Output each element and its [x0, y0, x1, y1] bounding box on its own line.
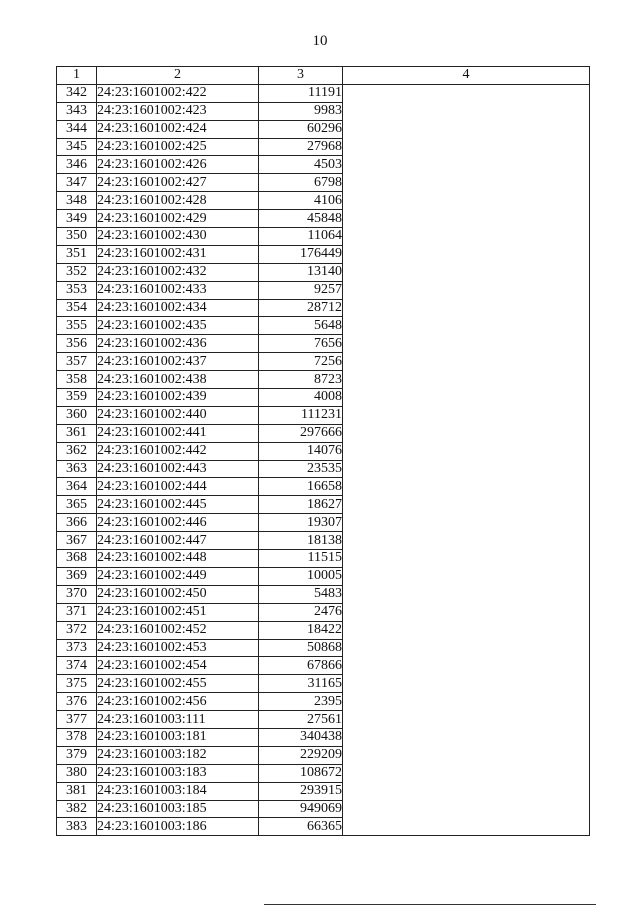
row-number: 382: [57, 800, 97, 818]
row-number: 349: [57, 210, 97, 228]
area-value: 67866: [259, 657, 343, 675]
table-row: [57, 84, 590, 102]
cadastral-number: 24:23:1601002:428: [97, 192, 259, 210]
row-number: 357: [57, 353, 97, 371]
row-number: 377: [57, 711, 97, 729]
area-value: 18627: [259, 496, 343, 514]
area-value: 50868: [259, 639, 343, 657]
cadastral-number: 24:23:1601003:186: [97, 818, 259, 836]
area-value: 23535: [259, 460, 343, 478]
cadastral-number: 24:23:1601002:446: [97, 514, 259, 532]
cadastral-number: 24:23:1601002:430: [97, 228, 259, 246]
cadastral-number: 24:23:1601002:425: [97, 138, 259, 156]
row-number: 348: [57, 192, 97, 210]
cadastral-number: 24:23:1601002:447: [97, 532, 259, 550]
area-value: 31165: [259, 675, 343, 693]
cadastral-number: 24:23:1601002:456: [97, 693, 259, 711]
cadastral-number: 24:23:1601002:438: [97, 371, 259, 389]
area-value: 293915: [259, 782, 343, 800]
cadastral-number: 24:23:1601002:435: [97, 317, 259, 335]
area-value: 9257: [259, 281, 343, 299]
row-number: 375: [57, 675, 97, 693]
row-number: 361: [57, 424, 97, 442]
area-value: 8723: [259, 371, 343, 389]
parcel-table: [56, 66, 590, 836]
row-number: 383: [57, 818, 97, 836]
row-number: 356: [57, 335, 97, 353]
row-number: 374: [57, 657, 97, 675]
area-value: 4106: [259, 192, 343, 210]
row-number: 345: [57, 138, 97, 156]
area-value: 176449: [259, 245, 343, 263]
area-value: 2476: [259, 603, 343, 621]
cadastral-number: 24:23:1601003:181: [97, 728, 259, 746]
area-value: 27968: [259, 138, 343, 156]
cadastral-number: 24:23:1601002:427: [97, 174, 259, 192]
cadastral-number: 24:23:1601002:443: [97, 460, 259, 478]
area-value: 18138: [259, 532, 343, 550]
cadastral-number: 24:23:1601002:429: [97, 210, 259, 228]
notes-column: [343, 84, 590, 835]
area-value: 340438: [259, 728, 343, 746]
area-value: 5483: [259, 585, 343, 603]
row-number: 373: [57, 639, 97, 657]
row-number: 379: [57, 746, 97, 764]
cadastral-number: 24:23:1601002:453: [97, 639, 259, 657]
row-number: 343: [57, 102, 97, 120]
cadastral-number: 24:23:1601002:423: [97, 102, 259, 120]
row-number: 347: [57, 174, 97, 192]
row-number: 354: [57, 299, 97, 317]
row-number: 350: [57, 228, 97, 246]
row-number: 378: [57, 728, 97, 746]
row-number: 351: [57, 245, 97, 263]
column-header-2: 2: [97, 67, 259, 85]
area-value: 45848: [259, 210, 343, 228]
row-number: 380: [57, 764, 97, 782]
row-number: 358: [57, 371, 97, 389]
area-value: 7656: [259, 335, 343, 353]
area-value: 60296: [259, 120, 343, 138]
row-number: 369: [57, 567, 97, 585]
area-value: 16658: [259, 478, 343, 496]
area-value: 11191: [259, 84, 343, 102]
row-number: 376: [57, 693, 97, 711]
cadastral-number: 24:23:1601002:451: [97, 603, 259, 621]
area-value: 229209: [259, 746, 343, 764]
column-header-1: 1: [57, 67, 97, 85]
table-header-row: [57, 67, 590, 85]
row-number: 367: [57, 532, 97, 550]
cadastral-number: 24:23:1601002:445: [97, 496, 259, 514]
row-number: 370: [57, 585, 97, 603]
area-value: 297666: [259, 424, 343, 442]
row-number: 352: [57, 263, 97, 281]
area-value: 14076: [259, 442, 343, 460]
area-value: 19307: [259, 514, 343, 532]
row-number: 364: [57, 478, 97, 496]
row-number: 365: [57, 496, 97, 514]
cadastral-number: 24:23:1601002:426: [97, 156, 259, 174]
cadastral-number: 24:23:1601002:449: [97, 567, 259, 585]
area-value: 28712: [259, 299, 343, 317]
cadastral-number: 24:23:1601002:424: [97, 120, 259, 138]
cadastral-number: 24:23:1601002:436: [97, 335, 259, 353]
cadastral-number: 24:23:1601003:185: [97, 800, 259, 818]
row-number: 363: [57, 460, 97, 478]
cadastral-number: 24:23:1601002:432: [97, 263, 259, 281]
row-number: 381: [57, 782, 97, 800]
area-value: 11064: [259, 228, 343, 246]
row-number: 346: [57, 156, 97, 174]
row-number: 372: [57, 621, 97, 639]
row-number: 359: [57, 389, 97, 407]
cadastral-number: 24:23:1601003:184: [97, 782, 259, 800]
area-value: 5648: [259, 317, 343, 335]
cadastral-number: 24:23:1601002:431: [97, 245, 259, 263]
row-number: 371: [57, 603, 97, 621]
cadastral-number: 24:23:1601002:448: [97, 550, 259, 568]
area-value: 27561: [259, 711, 343, 729]
column-header-4: 4: [343, 67, 590, 85]
cadastral-number: 24:23:1601002:433: [97, 281, 259, 299]
cadastral-number: 24:23:1601002:454: [97, 657, 259, 675]
area-value: 4503: [259, 156, 343, 174]
row-number: 353: [57, 281, 97, 299]
row-number: 344: [57, 120, 97, 138]
row-number: 368: [57, 550, 97, 568]
area-value: 9983: [259, 102, 343, 120]
area-value: 7256: [259, 353, 343, 371]
cadastral-number: 24:23:1601003:182: [97, 746, 259, 764]
cadastral-number: 24:23:1601002:442: [97, 442, 259, 460]
table-body: [57, 84, 590, 835]
column-header-3: 3: [259, 67, 343, 85]
row-number: 355: [57, 317, 97, 335]
cadastral-number: 24:23:1601003:183: [97, 764, 259, 782]
cadastral-number: 24:23:1601002:450: [97, 585, 259, 603]
area-value: 108672: [259, 764, 343, 782]
row-number: 342: [57, 84, 97, 102]
area-value: 949069: [259, 800, 343, 818]
row-number: 366: [57, 514, 97, 532]
cadastral-number: 24:23:1601002:441: [97, 424, 259, 442]
area-value: 13140: [259, 263, 343, 281]
area-value: 4008: [259, 389, 343, 407]
area-value: 6798: [259, 174, 343, 192]
area-value: 111231: [259, 406, 343, 424]
cadastral-number: 24:23:1601002:455: [97, 675, 259, 693]
cadastral-number: 24:23:1601002:434: [97, 299, 259, 317]
area-value: 11515: [259, 550, 343, 568]
cadastral-number: 24:23:1601003:111: [97, 711, 259, 729]
cadastral-number: 24:23:1601002:422: [97, 84, 259, 102]
cadastral-number: 24:23:1601002:439: [97, 389, 259, 407]
page-number: 10: [312, 33, 328, 49]
cadastral-number: 24:23:1601002:440: [97, 406, 259, 424]
area-value: 2395: [259, 693, 343, 711]
area-value: 18422: [259, 621, 343, 639]
area-value: 10005: [259, 567, 343, 585]
row-number: 360: [57, 406, 97, 424]
cadastral-number: 24:23:1601002:437: [97, 353, 259, 371]
row-number: 362: [57, 442, 97, 460]
cadastral-number: 24:23:1601002:452: [97, 621, 259, 639]
cadastral-number: 24:23:1601002:444: [97, 478, 259, 496]
area-value: 66365: [259, 818, 343, 836]
